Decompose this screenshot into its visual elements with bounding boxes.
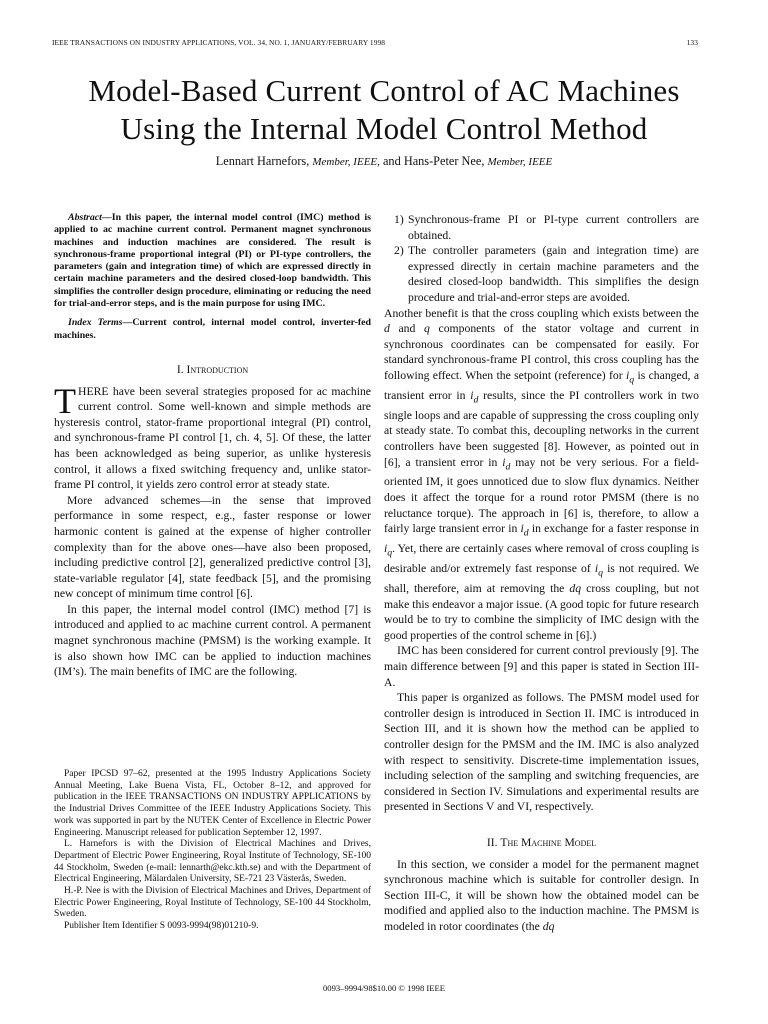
math-subscript: q bbox=[598, 567, 603, 579]
copyright-line: 0093–9994/98$10.00 © 1998 IEEE bbox=[322, 983, 446, 993]
math-subscript: d bbox=[505, 460, 511, 472]
footnote-paragraph: Publisher Item Identifier S 0093-9994(98)01210-9. bbox=[64, 921, 259, 932]
author-1-role: Member, IEEE, bbox=[312, 156, 380, 168]
text-run: In this section, we consider a model for the permanent magnet synchronous machine which is suitable for controller design. In Section III-C, it will be shown how the obtained model can be modified and applied also to the induction machine. The PMSM is modeled in rotor coordinates (the bbox=[384, 857, 699, 933]
footnote-paragraph: L. Harnefors is with the Division of Electrical Machines and Drives, Department of Electric Power Engineering, Royal Institute of Technology, SE-100 44 Stockholm, Sweden (e-mail: lennarth@ekc.kth.se) and with the Department of Electrical Engineering, Mälardalen University, SE-721 23 Västerås, Sweden. bbox=[54, 839, 371, 885]
math-subscript: d bbox=[473, 394, 479, 406]
math-var: dq bbox=[569, 582, 582, 596]
right-paragraph-1 bbox=[384, 306, 699, 644]
text-run: and bbox=[398, 322, 416, 336]
author-conjunction: and bbox=[382, 154, 401, 168]
math-var bbox=[520, 522, 529, 539]
benefits-list bbox=[384, 212, 699, 306]
math-symbol: i bbox=[470, 388, 474, 402]
math-subscript: d bbox=[523, 527, 529, 539]
math-var bbox=[594, 562, 603, 579]
section-title: Introduction bbox=[186, 362, 249, 376]
text-run: cross coupling, but not make this endeavor a major issue. (A good topic for future research would be to try to combine the simplicity of IMC design with the good properties of the control scheme in [6].) bbox=[384, 582, 699, 642]
list-item bbox=[384, 212, 699, 243]
list-text: Synchronous-frame PI or PI-type current controllers are obtained. bbox=[408, 213, 699, 242]
intro-paragraph-3: In this paper, the internal model control (IMC) method [7] is introduced and applied to ac machine current control. A permanent magnet synchronous machine (PMSM) is the working example. It is also shown how IMC can be applied to induction machines (IM’s). The main benefits of IMC are the following. bbox=[54, 602, 371, 679]
section-number: II. bbox=[486, 835, 498, 849]
drop-cap: T bbox=[54, 380, 76, 421]
math-var: d bbox=[384, 322, 390, 336]
title-line-1: Model-Based Current Control of AC Machines bbox=[88, 73, 680, 108]
abstract-label: Abstract— bbox=[68, 212, 112, 223]
right-paragraph-3: This paper is organized as follows. The PMSM model used for controller design is introduced in Section II. IMC is introduced in Section III, and it is shown how the method can be applied to controller design for the PMSM and the IM. IMC is also analyzed with respect to sensitivity. Discrete-time implementation issues, including selection of the sampling and switching frequencies, are considered in Section IV. Simulations and experimental results are presented in Sections V and VI, respectively. bbox=[384, 691, 699, 814]
text-run: is changed, a transient error in bbox=[384, 368, 700, 402]
right-column bbox=[384, 212, 699, 935]
left-column bbox=[54, 212, 371, 680]
author-2-role: Member, IEEE bbox=[487, 156, 553, 168]
index-terms bbox=[54, 317, 371, 342]
text-run: results, since the PI controllers work in two single loops and are capable of suppressing the cross coupling only at steady state. To combat this, decoupling networks in the current controllers have been suggested [8]. However, as pointed out in [6], a transient error in bbox=[384, 388, 699, 469]
index-terms-label: Index Terms— bbox=[68, 317, 133, 329]
footnote-paragraph: Paper IPCSD 97–62, presented at the 1995 Industry Applications Society Annual Meeting, Lake Buena Vista, FL, October 8–12, and approved for publication in the IEEE TRANSACTIONS ON INDUSTRY APPLICATIONS by the Industrial Drives Committee of the IEEE Industry Applications Society. This work was supported in part by the NUTEK Center of Excellence in Electric Power Engineering. Manuscript released for publication September 12, 1997. bbox=[54, 769, 371, 838]
math-var bbox=[470, 388, 479, 406]
math-symbol: i bbox=[520, 522, 524, 536]
abstract-text: In this paper, the internal model control (IMC) method is applied to ac machine current control. Permanent magnet synchronous machines and induction machines are considered. The result is synchronous-frame proportional integral (PI) or PI-type controllers, the parameters (gain and integration time) of which are expressed directly in certain machine parameters and the desired closed-loop bandwidth. This simplifies the controller design procedure, eliminating or reducing the need for trial-and-error steps, and is the main purpose for using IMC. bbox=[54, 212, 371, 310]
section-heading-introduction bbox=[54, 362, 371, 378]
math-var: q bbox=[424, 322, 430, 336]
author-line bbox=[40, 154, 728, 169]
abstract bbox=[54, 212, 371, 310]
journal-name: IEEE TRANSACTIONS ON INDUSTRY APPLICATIONS, VOL. 34, NO. 1, JANUARY/FEBRUARY 1998 bbox=[52, 38, 386, 47]
paragraph-text: HERE have been several strategies proposed for ac machine current control. Some well-known and simple methods are hysteresis control, stator-frame proportional integral (PI) control, and synchronous-frame PI control [1, ch. 4, 5]. Of these, the latter has been acknowledged as being superior, as unlike hysteresis control, it allows a fixed switching frequency and, unlike stator-frame PI control, it yields zero control error at steady state. bbox=[54, 384, 371, 492]
text-run: may not be very serious. For a field-oriented IM, it goes unnoticed due to slow flux dynamics. Neither does it affect the torque for a round rotor PMSM (there is no reluctance torque). The approach in [6] is, therefore, to allow a fairly large transient error in bbox=[384, 455, 700, 536]
author-2: Hans-Peter Nee, bbox=[403, 154, 485, 168]
text-run: Another benefit is that the cross coupling which exists between the bbox=[384, 306, 699, 320]
text-run: components of the stator voltage and current in synchronous coordinates can be compensated for easily. For standard synchronous-frame PI control, this cross coupling has the following effect. When the setpoint (reference) for bbox=[384, 322, 700, 382]
math-symbol: i bbox=[384, 542, 388, 556]
author-1: Lennart Harnefors, bbox=[215, 154, 310, 168]
index-terms-text: Current control, internal model control, inverter-fed machines. bbox=[54, 317, 371, 341]
list-number: 2) bbox=[394, 244, 404, 258]
footnote-paragraph: H.-P. Nee is with the Division of Electrical Machines and Drives, Department of Electric Power Engineering, Royal Institute of Technology, SE-100 44 Stockholm, Sweden. bbox=[54, 886, 371, 920]
math-var bbox=[502, 455, 511, 472]
math-subscript: q bbox=[629, 374, 635, 386]
intro-paragraph-2: More advanced schemes—in the sense that improved performance in some respect, e.g., faster response or lower harmonic content is gained at the expense of higher controller complexity than for the above ones—have also been proposed, including predictive control [2], generalized predictive control [3], state-variable regulator [4], state feedback [5], and the promising new concept of minimum time control [6]. bbox=[54, 493, 371, 601]
math-symbol: i bbox=[502, 455, 506, 469]
paper-title bbox=[40, 72, 728, 148]
math-subscript: q bbox=[387, 547, 393, 559]
section-number: I. bbox=[176, 362, 184, 376]
right-paragraph-2: IMC has been considered for current control previously [9]. The main difference between [9] and this paper is stated in Section III-A. bbox=[384, 644, 699, 689]
section-heading-machine-model bbox=[384, 835, 699, 851]
math-symbol: i bbox=[594, 562, 599, 576]
text-run: . Yet, there are certainly cases where removal of cross coupling is desirable and/or extremely fast response of bbox=[384, 542, 699, 576]
list-item bbox=[384, 243, 699, 305]
list-number: 1) bbox=[394, 213, 404, 226]
math-var: dq bbox=[542, 919, 555, 933]
math-var bbox=[384, 542, 393, 559]
text-run: is not required. We shall, therefore, aim at removing the bbox=[384, 562, 699, 596]
first-page-footnote bbox=[54, 769, 371, 933]
text-run: in exchange for a faster response in bbox=[531, 522, 699, 536]
section-title: The Machine Model bbox=[500, 835, 597, 849]
page-number: 133 bbox=[686, 38, 698, 47]
math-symbol: i bbox=[626, 368, 630, 382]
running-header bbox=[52, 38, 698, 47]
list-text: The controller parameters (gain and integration time) are expressed directly in certain machine parameters and the desired closed-loop bandwidth. This simplifies the design procedure and trial-and-error steps are avoided. bbox=[408, 244, 699, 304]
right-paragraph-4 bbox=[384, 857, 699, 935]
title-line-2: Using the Internal Model Control Method bbox=[120, 111, 648, 146]
intro-paragraph-1 bbox=[54, 380, 371, 493]
math-var bbox=[626, 368, 635, 386]
